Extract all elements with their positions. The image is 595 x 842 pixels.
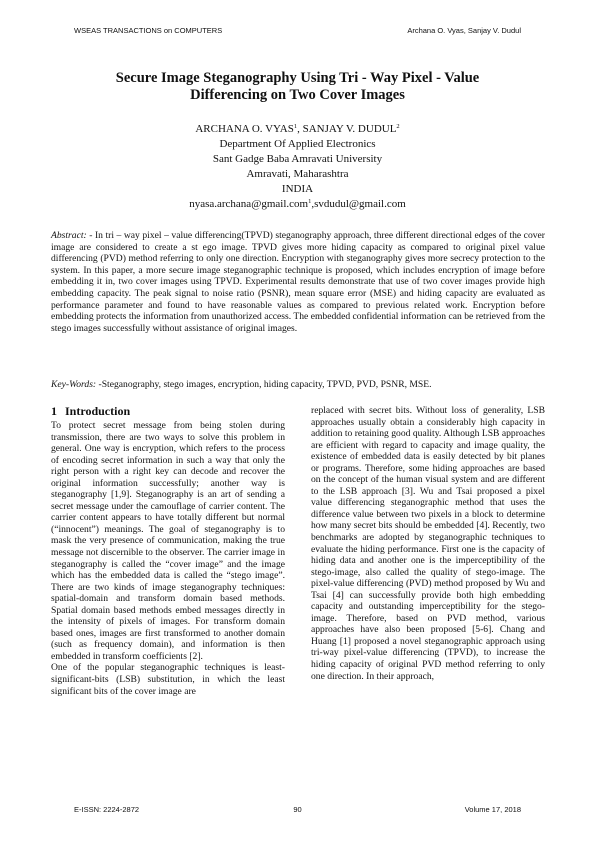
keywords-label: Key-Words: [51, 379, 97, 390]
author-department: Department Of Applied Electronics [219, 138, 376, 150]
section-heading-introduction [51, 404, 285, 418]
keywords [51, 379, 545, 391]
intro-paragraph-1: To protect secret message from being stolen during transmission, there are two ways to solve this problem in general. One way is encryption, which refers to the process of encoding secret information in such a way that only the right person with a right key can decode and recover the original information successfully; another way is steganography [1,9]. Steganography is an art of sending a secret message under the camouflage of carrier content. The carrier content appears to have totally different but normal (“innocent”) meanings. The goal of steganography is to mask the very presence of communication, making the true message not discernible to the observer. The carrier image in steganography is called the “cover image” and the image which has the embedded data is called the “stego image”. There are two kinds of image steganography techniques: spatial-domain and transform domain based methods. Spatial domain based methods embed messages directly in the intensity of pixels of images. For transform domain based ones, images are first transformed to another domain (such as frequency domain), and information is then embedded in transform coefficients [2]. [51, 420, 285, 662]
author-country: INDIA [281, 183, 314, 195]
author-separator: , [297, 123, 303, 135]
footer-volume: Volume 17, 2018 [464, 805, 521, 814]
footer-page-number: 90 [293, 805, 302, 814]
intro-paragraph-3: replaced with secret bits. Without loss of generality, LSB approaches usually obtain a considerably high capacity in addition to retaining good quality. Although LSB approaches are efficient with regard to capacity and image quality, the existence of embedded data is easily detected by bit planes or programs. Therefore, some hiding approaches are based on the concept of the human visual system and are different to the LSB approach [3]. Wu and Tsai proposed a pixel value differencing steganographic method that uses the difference value between two pixels in a block to determine how many secret bits should be embedded [4]. Recently, two benchmarks are adopted by steganographic techniques to evaluate the hiding performance. First one is the capacity of hiding data and another one is the imperceptibility of the stego-image, also called the quality of stego-image. The pixel-value differencing (PVD) method proposed by Wu and Tsai [4] can successfully provide both high embedding capacity and outstanding imperceptibility for the stego-image. Therefore, based on PVD method, various approaches have also been proposed [5-6]. Chang and Huang [1] proposed a novel steganographic approach using tri-way pixel-value differencing (TPVD), to increase the hiding capacity of original PVD method referring to only one direction. In their approach, [311, 405, 545, 682]
running-header-authors: Archana O. Vyas, Sanjay V. Dudul [407, 26, 521, 35]
keywords-text: -Steganography, stego images, encryption, hiding capacity, TPVD, PVD, PSNR, MSE. [96, 379, 432, 390]
author-university: Sant Gadge Baba Amravati University [212, 153, 383, 165]
abstract [51, 230, 545, 334]
author-2-name: SANJAY V. DUDUL [302, 123, 397, 135]
author-block [60, 122, 535, 212]
right-column [311, 405, 545, 682]
author-email-2: ,svdudul@gmail.com [311, 198, 406, 210]
paper-title-line1: Secure Image Steganography Using Tri - Way Pixel - Value [115, 70, 480, 86]
author-1-affiliation-mark: 1 [293, 123, 298, 130]
paper-title [60, 70, 535, 104]
intro-paragraph-2: One of the popular steganographic techniques is least-significant-bits (LSB) substitution, in which the least significant bits of the cover image are [51, 662, 285, 697]
author-email-mark: 1 [308, 198, 312, 205]
section-number: 1 [51, 404, 57, 418]
author-2-affiliation-mark: 2 [396, 123, 400, 130]
author-emails [60, 197, 535, 212]
footer-issn: E-ISSN: 2224-2872 [74, 805, 140, 814]
paper-title-line2: Differencing on Two Cover Images [190, 87, 405, 103]
author-names [60, 122, 535, 137]
left-column [51, 404, 285, 697]
running-header-journal: WSEAS TRANSACTIONS on COMPUTERS [74, 26, 223, 35]
abstract-text: - In tri – way pixel – value differencing(TPVD) steganography approach, three different directional edges of the cover image are considered to create a st ego image. TPVD gives more hiding capacity as compared to original pixel value differencing (PVD) method referring to only one direction. Encryption with steganography gives more secrecy protection to the system. In this paper, a more secure image steganographic technique is proposed, which includes encryption of image before embedding it in, two cover images using TPVD. Experimental results demonstrate that use of two cover images provide high embedding capacity. The peak signal to noise ratio (PSNR), mean square error (MSE) and hiding capacity are evaluated as performance parameter and found to have reasonable values as compared to previous related work. Encryption before embedding protects the information from unauthorized access. The embedded confidential information can be retrieved from the stego images successfully without assistance of original images. [51, 230, 545, 334]
author-city: Amravati, Maharashtra [246, 168, 349, 180]
abstract-label: Abstract: [51, 230, 87, 241]
author-1-name: ARCHANA O. VYAS [195, 123, 294, 135]
author-email-1: nyasa.archana@gmail.com [189, 198, 309, 210]
section-title: Introduction [65, 404, 131, 418]
